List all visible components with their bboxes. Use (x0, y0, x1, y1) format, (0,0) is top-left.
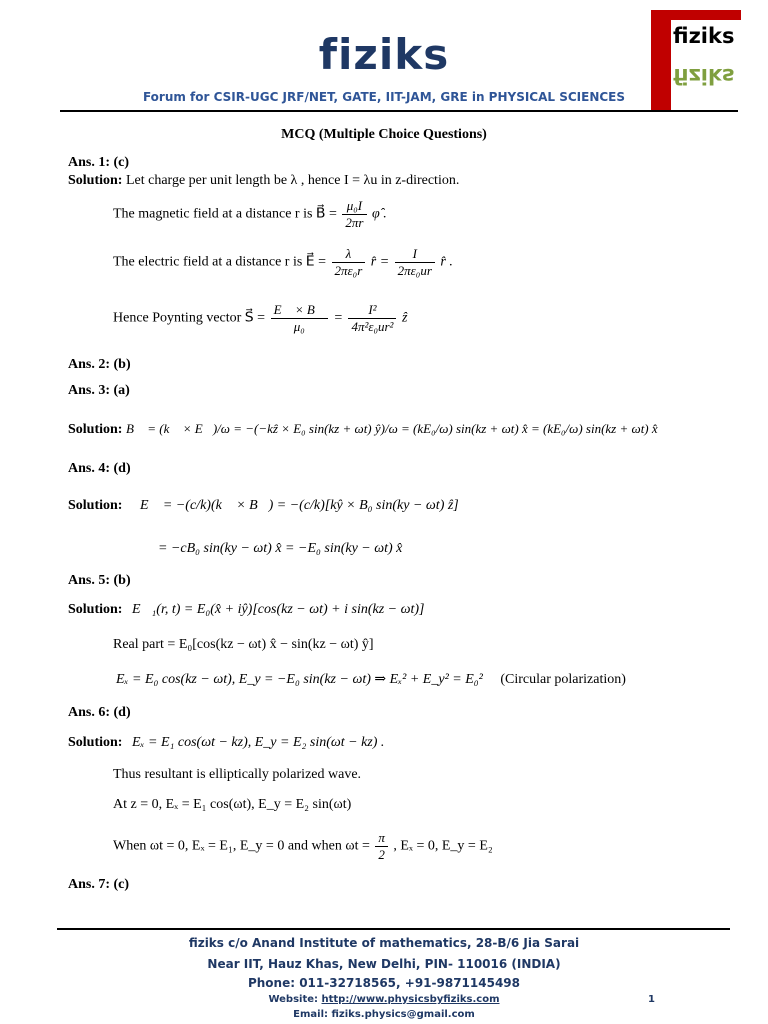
solution-5 (68, 601, 425, 619)
poy1-fraction (271, 302, 328, 335)
el1-fraction (332, 246, 366, 279)
logo-mirror-text: fiziks (673, 64, 735, 88)
solution-6-eq3: At z = 0, Eₓ = E₁ cos(ωt), E_y = E₂ sin(ωt) (113, 797, 352, 812)
solution-6-eq2: Thus resultant is elliptically polarized wave. (113, 767, 362, 782)
answer-3: Ans. 3: (a) (68, 383, 130, 398)
electric-field-line (113, 246, 453, 279)
poy2-fraction (348, 302, 396, 335)
solution-5-eq1: E⃗₁(r, t) = E₀(x̂ + iŷ)[cos(kz − ωt) + i sin(kz − ωt)] (131, 602, 425, 617)
answer-2: Ans. 2: (b) (68, 357, 131, 372)
mag-tail: φ̂ . (372, 206, 387, 222)
solution-5-eq3-line (116, 671, 626, 689)
answer-7: Ans. 7: (c) (68, 877, 130, 892)
poy2-den: 4π²ε₀ur² (351, 319, 394, 334)
logo-text: fiziks (673, 24, 735, 48)
mag-fraction (342, 198, 366, 231)
el-mid: r̂ = (370, 254, 390, 270)
solution-label: Solution: (68, 498, 123, 513)
solution-5-eq3: Eₓ = E₀ cos(kz − ωt), E_y = −E₀ sin(kz − ωt) ⇒ Eₓ² + E_y² = E₀² (116, 672, 483, 687)
solution-3-eq: B⃗ = (k⃗ × E⃗)/ω = −(−kẑ × E₀ sin(kz + ωt) ŷ)/ω = (kE₀/ω) sin(kz + ωt) x̂ = (kE₀/ω) sin(kz + ωt) x̂ (125, 421, 658, 436)
answer-4: Ans. 4: (d) (68, 461, 131, 476)
solution-1-text: Let charge per unit length be λ , hence I = λu in z-direction. (125, 173, 460, 188)
poy-mid: = (333, 310, 343, 326)
pi-fraction (375, 830, 388, 863)
logo (651, 10, 741, 110)
magnetic-field-line (113, 198, 387, 231)
el2-num: I (395, 246, 435, 263)
logo-bar-left (651, 10, 671, 110)
poy1-den: μ₀ (293, 319, 305, 334)
footer-phone: Phone: 011-32718565, +91-9871145498 (247, 976, 521, 990)
tagline: Forum for CSIR-UGC JRF/NET, GATE, IIT-JAM, GRE in PHYSICAL SCIENCES (142, 90, 626, 104)
page-number: 1 (648, 994, 655, 1005)
website-label: Website: (268, 994, 322, 1005)
solution-3 (68, 420, 658, 439)
poy-text: Hence Poynting vector S⃗ = (113, 310, 266, 326)
page-title: MCQ (Multiple Choice Questions) (281, 127, 487, 142)
poy2-num: I² (348, 302, 396, 319)
website-link[interactable]: http://www.physicsbyfiziks.com (321, 994, 500, 1005)
el1-den: 2πε₀r (334, 263, 363, 278)
footer-email: Email: fiziks.physics@gmail.com (293, 1009, 475, 1020)
header-rule (60, 110, 738, 112)
el2-fraction (395, 246, 435, 279)
solution-4-eq2: = −cB₀ sin(ky − ωt) x̂ = −E₀ sin(ky − ωt) x̂ (158, 541, 403, 556)
mag-num: μ₀I (342, 198, 366, 215)
answer-1: Ans. 1: (c) (68, 155, 130, 170)
elec-text: The electric field at a distance r is E⃗ = (113, 254, 327, 270)
solution-6-eq4 (113, 830, 493, 863)
circular-note: (Circular polarization) (500, 672, 626, 687)
solution-label: Solution: (68, 173, 123, 188)
pi-den: 2 (378, 847, 385, 862)
answer-6: Ans. 6: (d) (68, 705, 131, 720)
solution-1-intro (68, 172, 459, 190)
mag-den: 2πr (345, 215, 364, 230)
solution-label: Solution: (68, 422, 123, 437)
solution-4 (68, 497, 459, 515)
footer-address-2: Near IIT, Hauz Khas, New Delhi, PIN- 110016 (INDIA) (207, 957, 561, 971)
mag-text: The magnetic field at a distance r is B⃗ = (113, 206, 337, 222)
footer-rule (57, 928, 730, 930)
solution-6-eq1: Eₓ = E₁ cos(ωt − kz), E_y = E₂ sin(ωt − kz) . (131, 735, 385, 750)
solution-6-eq4a: When ωt = 0, Eₓ = E₁, E_y = 0 and when ωt = (113, 838, 370, 854)
poy1-num: E⃗ × B⃗ (271, 302, 328, 319)
answer-5: Ans. 5: (b) (68, 573, 131, 588)
el1-num: λ (332, 246, 366, 263)
el2-den: 2πε₀ur (397, 263, 432, 278)
solution-label: Solution: (68, 602, 123, 617)
pi-num: π (375, 830, 388, 847)
solution-4-eq1: E⃗ = −(c/k)(k⃗ × B⃗) = −(c/k)[kŷ × B₀ sin(ky − ωt) ẑ] (139, 498, 459, 513)
brand-title: fiziks (318, 30, 450, 79)
solution-5-eq2: Real part = E₀[cos(kz − ωt) x̂ − sin(kz − ωt) ŷ] (113, 637, 374, 652)
el-tail: r̂ . (440, 254, 453, 270)
poynting-line (113, 302, 407, 335)
footer-address-1: fiziks c/o Anand Institute of mathematics, 28-B/6 Jia Sarai (188, 936, 580, 950)
solution-label: Solution: (68, 735, 123, 750)
poy-tail: ẑ (401, 310, 408, 326)
solution-6-eq4b: , Eₓ = 0, E_y = E₂ (393, 838, 493, 854)
solution-6 (68, 734, 384, 752)
